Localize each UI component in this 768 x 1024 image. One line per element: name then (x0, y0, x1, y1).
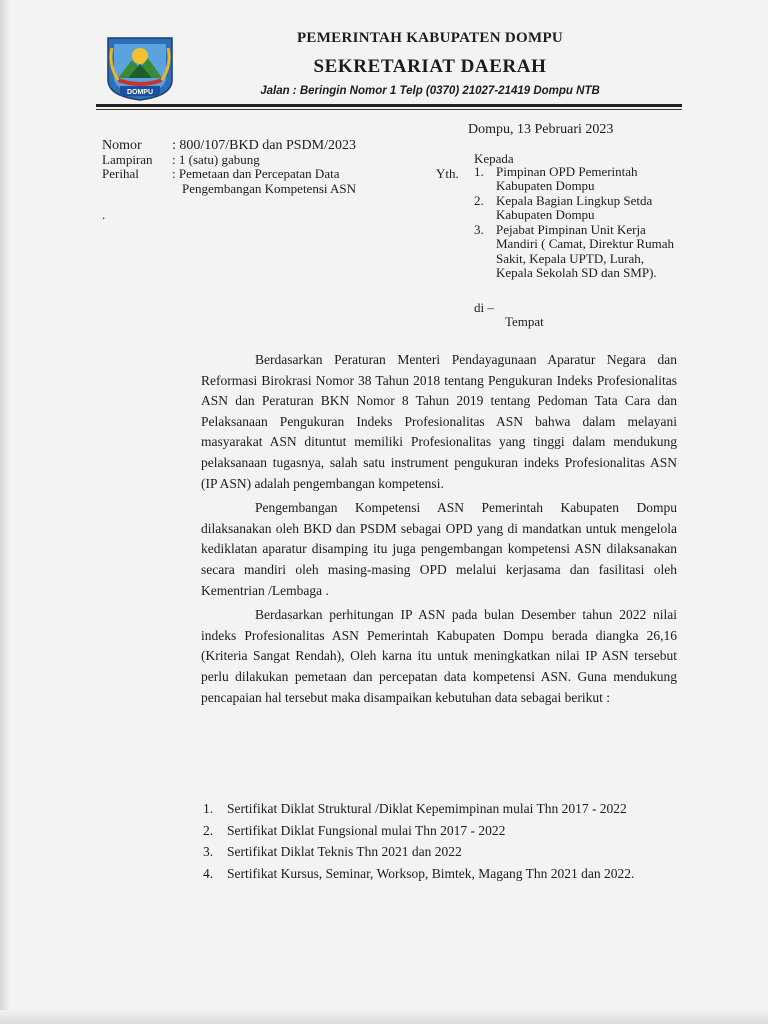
recipient-item (474, 194, 684, 223)
recipient-yth: Yth. (436, 166, 459, 181)
recipient-item-number: 3. (474, 222, 484, 238)
requirement-item (201, 821, 677, 842)
requirement-number: 1. (203, 801, 214, 816)
recipient-item-text: Kepala Bagian Lingkup Setda Kabupaten Dompu (496, 193, 653, 223)
dompu-coat-of-arms-logo (104, 34, 176, 102)
letter-body (201, 350, 677, 712)
requirement-text: Sertifikat Diklat Struktural /Diklat Kepemimpinan mulai Thn 2017 - 2022 (227, 801, 627, 816)
body-paragraph: Pengembangan Kompetensi ASN Pemerintah Kabupaten Dompu dilaksanakan oleh BKD dan PSDM sebagai OPD yang di mandatkan untuk mengelola kediklatan aparatur disamping itu juga pengembangan kompetensi ASN dilaksanakan secara mandiri oleh masing-masing OPD melalui kerjasama dan fasilitasi oleh Kementrian /Lembaga . (201, 500, 677, 598)
requirement-item (201, 864, 677, 885)
letterhead-divider-thin (96, 109, 682, 110)
requirement-text: Sertifikat Diklat Fungsional mulai Thn 2017 - 2022 (227, 822, 506, 838)
svg-text:DOMPU: DOMPU (126, 89, 154, 96)
nomor-label: Nomor (102, 138, 142, 153)
recipient-list (474, 165, 684, 281)
perihal-label: Perihal (102, 166, 139, 181)
requirement-item (201, 842, 677, 863)
perihal-value-line1: : Pemetaan dan Percepatan Data (172, 166, 340, 181)
letterhead-divider-thick (96, 104, 682, 107)
requirement-number: 2. (203, 822, 214, 838)
letterhead-title-secretariat: SEKRETARIAT DAERAH (313, 56, 547, 77)
recipient-di: di – (474, 300, 494, 315)
requirement-item (201, 799, 677, 820)
perihal-value-line2: Pengembangan Kompetensi ASN (182, 181, 357, 196)
body-paragraph: Berdasarkan Peraturan Menteri Pendayagunaan Aparatur Negara dan Reformasi Birokrasi Nomor 38 Tahun 2018 tentang Pengukuran Indeks Profesionalitas ASN dan Peraturan BKN Nomor 8 Tahun 2019 tentang Pedoman Tata Cara dan Pelaksanaan Pengukuran Indeks Profesionalitas ASN bahwa dalam melayani masyarakat ASN dituntut memiliki Profesionalitas yang tinggi dalam mendukung pelaksanaan tugasnya, salah satu instrument pengukuran indeks Profesionalitas ASN (IP ASN) adalah pengembangan kompetensi. (201, 352, 677, 491)
letterhead-address: Jalan : Beringin Nomor 1 Telp (0370) 21027-21419 Dompu NTB (260, 85, 600, 97)
recipient-item-text: Pimpinan OPD Pemerintah Kabupaten Dompu (496, 164, 638, 194)
lampiran-value: : 1 (satu) gabung (172, 152, 260, 167)
requirement-text: Sertifikat Diklat Teknis Thn 2021 dan 2022 (227, 844, 462, 860)
requirements-list (201, 799, 677, 885)
recipient-item (474, 165, 684, 194)
recipient-item-number: 1. (474, 164, 484, 179)
nomor-value: : 800/107/BKD dan PSDM/2023 (172, 138, 356, 153)
stray-mark: . (102, 207, 106, 222)
requirement-number: 3. (203, 844, 214, 860)
recipient-item-text: Pejabat Pimpinan Unit Kerja Mandiri ( Camat, Direktur Rumah Sakit, Kepala UPTD, Lurah, Kepala Sekolah SD dan SMP). (496, 222, 674, 281)
recipient-kepada: Kepada (474, 151, 514, 166)
scan-bottom-shadow (0, 1010, 768, 1024)
scan-edge-shadow (0, 0, 10, 1024)
requirement-text: Sertifikat Kursus, Seminar, Worksop, Bimtek, Magang Thn 2021 dan 2022. (227, 865, 635, 881)
requirement-number: 4. (203, 865, 214, 881)
letterhead-title-government: PEMERINTAH KABUPATEN DOMPU (296, 30, 564, 46)
recipient-item-number: 2. (474, 193, 484, 209)
body-paragraph: Berdasarkan perhitungan IP ASN pada bulan Desember tahun 2022 nilai indeks Profesionalitas ASN Pemerintah Kabupaten Dompu berada diangka 26,16 (Kriteria Sangat Rendah), Oleh karna itu untuk meningkatkan nilai IP ASN tersebut perlu dilakukan pemetaan dan percepatan data kompetensi ASN. Guna mendukung pencapaian hal tersebut maka disampaikan kebutuhan data sebagai berikut : (201, 607, 677, 705)
recipient-item (474, 223, 684, 280)
recipient-tempat: Tempat (505, 314, 544, 329)
letter-date: Dompu, 13 Pebruari 2023 (468, 122, 614, 137)
lampiran-label: Lampiran (102, 152, 153, 167)
